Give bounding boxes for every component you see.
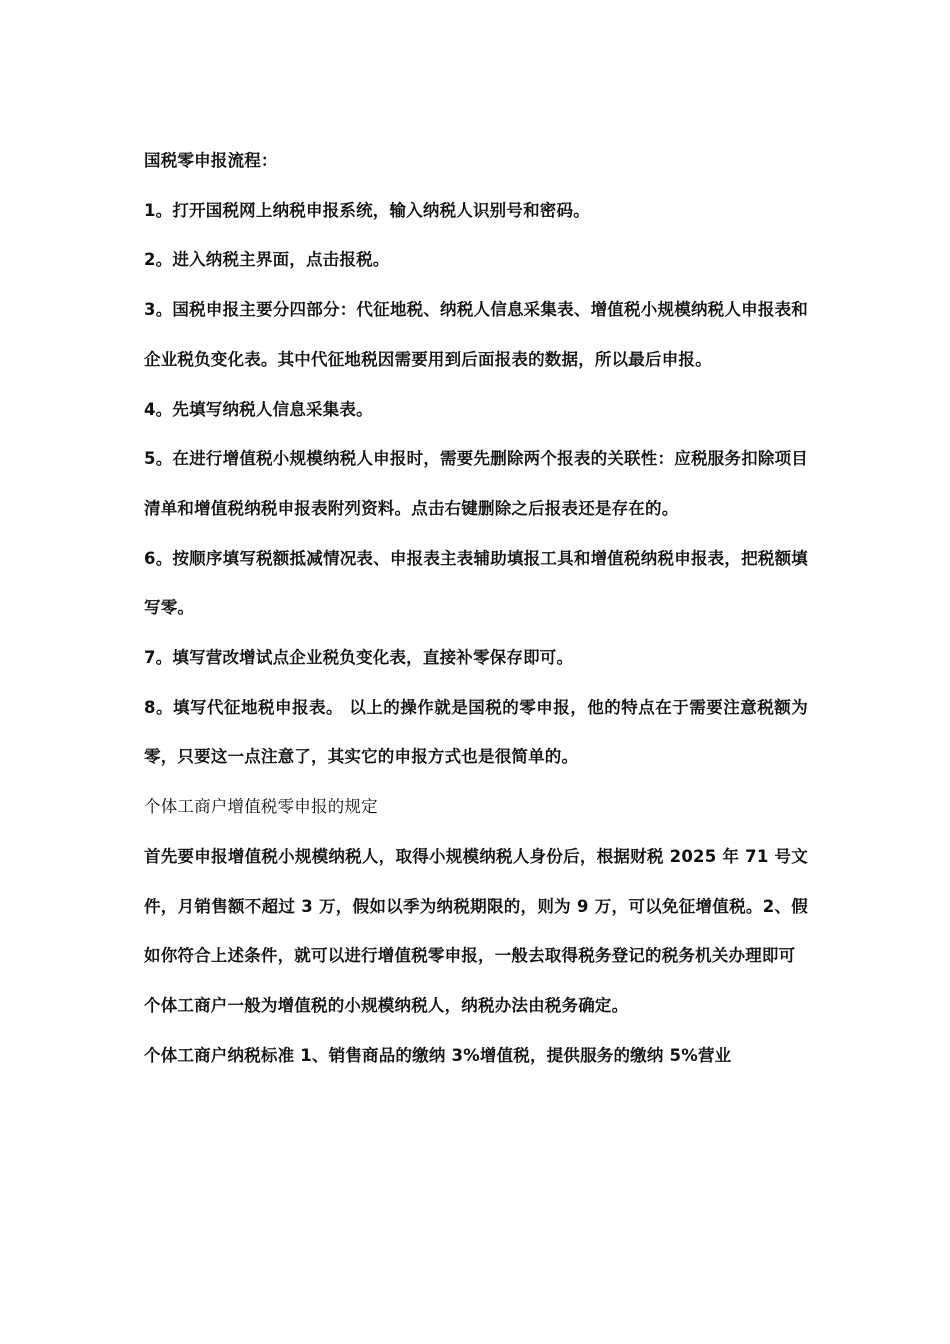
heading-zero-declaration-process: 国税零申报流程： xyxy=(144,151,278,170)
step-2: 2。进入纳税主界面，点击报税。 xyxy=(144,250,390,270)
step-8: 8。填写代征地税申报表。 以上的操作就是国税的零申报，他的特点在于需要注意税额为零，只要这一点注意了，其实它的申报方式也是很简单的。 xyxy=(144,697,808,767)
step-4: 4。先填写纳税人信息采集表。 xyxy=(144,399,373,419)
step-1: 1。打开国税网上纳税申报系统，输入纳税人识别号和密码。 xyxy=(144,200,590,220)
heading-individual-business-rules: 个体工商户增值税零申报的规定 xyxy=(144,797,378,817)
step-7: 7。填写营改增试点企业税负变化表，直接补零保存即可。 xyxy=(144,648,574,668)
paragraph-tax-standard: 个体工商户纳税标准 1、销售商品的缴纳 3%增值税，提供服务的缴纳 5%营业 xyxy=(144,1045,732,1065)
step-6: 6。按顺序填写税额抵减情况表、申报表主表辅助填报工具和增值税纳税申报表，把税额填写零。 xyxy=(144,548,808,618)
step-5: 5。在进行增值税小规模纳税人申报时，需要先删除两个报表的关联性：应税服务扣除项目清单和增值税纳税申报表附列资料。点击右键删除之后报表还是存在的。 xyxy=(144,449,808,518)
document-body xyxy=(144,136,808,1080)
paragraph-small-scale-taxpayer: 首先要申报增值税小规模纳税人，取得小规模纳税人身份后，根据财税 2025 年 71 号文件，月销售额不超过 3 万，假如以季为纳税期限的，则为 9 万，可以免征增值税。2、假如你符合上述条件，就可以进行增值税零申报，一般去取得税务登记的税务机关办理即可 xyxy=(144,846,808,966)
paragraph-taxpayer-type: 个体工商户一般为增值税的小规模纳税人，纳税办法由税务确定。 xyxy=(144,995,629,1015)
step-3: 3。国税申报主要分四部分：代征地税、纳税人信息采集表、增值税小规模纳税人申报表和企业税负变化表。其中代征地税因需要用到后面报表的数据，所以最后申报。 xyxy=(144,300,808,369)
